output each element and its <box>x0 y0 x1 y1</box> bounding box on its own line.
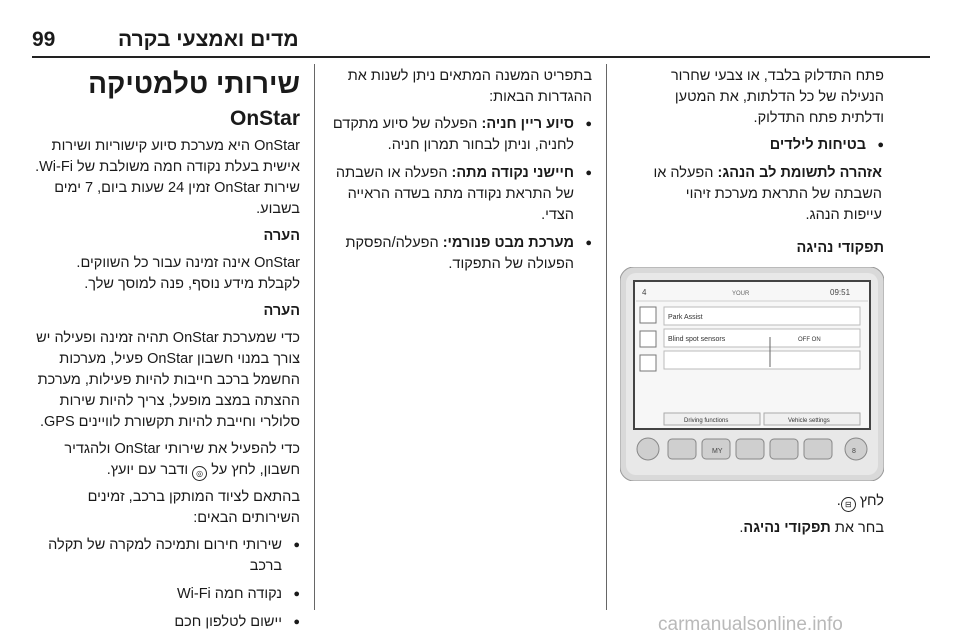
header-rule <box>32 56 930 58</box>
note-heading: הערה <box>263 303 300 319</box>
list-item: ● שירותי חירום ותמיכה למקרה של תקלה ברכב <box>32 535 282 577</box>
middle-column <box>330 66 592 282</box>
status-time: 09:51 <box>830 288 851 297</box>
tab-driving-functions: Driving functions <box>684 418 729 424</box>
section-title: שירותי טלמטיקה <box>88 68 300 99</box>
press-instruction: לחץ ⊟. <box>622 491 884 512</box>
middle-intro: בתפריט המשנה המתאים ניתן לשנות את ההגדרות הבאות: <box>347 68 592 105</box>
figure-number: 8 <box>852 448 856 455</box>
screen-illustration <box>620 267 884 481</box>
list-item: ● סיוע ריין חניה: הפעלה של סיוע מתקדם לחניה, וניתן לבחור תמרון חניה. <box>330 114 574 156</box>
row-park-assist: Park Assist <box>668 314 703 321</box>
list-item: ● מערכת מבט פנורמי: הפעלה/הפסקת הפעולה של התפקוד. <box>330 233 574 275</box>
settings-key-icon: ⊟ <box>841 497 856 512</box>
home-icon <box>640 331 656 347</box>
status-mid: YOUR <box>732 291 750 297</box>
page-number: 99 <box>32 28 56 51</box>
left-column <box>32 66 300 640</box>
tab-vehicle-settings: Vehicle settings <box>788 418 830 424</box>
column-divider-right <box>606 64 607 610</box>
list-item: ● חיישני נקודה מתה: הפעלה או השבתה של התראת נקודה מתה בשדה הראייה הצדי. <box>330 163 574 226</box>
back-icon <box>640 307 656 323</box>
services-intro: בהתאם לציוד המותקן ברכב, זמינים השירותים הבאים: <box>87 489 300 526</box>
note-requirements: כדי שמערכת OnStar תהיה זמינה ופעילה יש צורך במנוי חשבון OnStar פעיל, מערכות החשמל ברכב חייבות להיות פעילות, מערכת ההצתה במצב מופעל, צריך להיות שירות סלולרי וחייבת להיות תקשורת לוויינים GPS. <box>36 330 300 430</box>
onstar-intro: OnStar היא מערכת סיוע קישוריות ושירות אישית בעלת נקודה חמה משולבת של Wi-Fi. שירות OnStar זמין 24 שעות ביום, 7 ימים בשבוע. <box>35 138 300 217</box>
status-left: 4 <box>642 288 647 297</box>
infotainment-screen-figure <box>620 267 884 481</box>
list-item: ● בטיחות לילדים <box>622 135 866 156</box>
watermark: carmanualsonline.info <box>658 614 843 635</box>
toggle-off-on: OFF ON <box>798 337 821 343</box>
running-title: מדים ואמצעי בקרה <box>118 28 299 51</box>
page-header <box>0 0 960 60</box>
activate-paragraph: כדי להפעיל את שירותי OnStar ולהגדיר חשבון, לחץ על ◎ ודבר עם יועץ. <box>32 439 300 481</box>
right-column <box>622 66 884 545</box>
onstar-heading: OnStar <box>229 107 300 130</box>
right-intro: פתח התדלוק בלבד, או צבעי שחרור הנעילה של כל הדלתות, את המטען ודלתית פתח התדלוק. <box>670 68 884 126</box>
list-item: ● נקודה חמה Wi-Fi <box>32 584 282 605</box>
row-blind-spot: Blind spot sensors <box>668 336 726 343</box>
settings-list <box>330 114 592 275</box>
select-instruction: בחר את תפקודי נהיגה. <box>739 520 884 536</box>
note-availability: OnStar אינה זמינה עבור כל השווקים. לקבלת מידע נוסף, פנה למוסך שלך. <box>76 255 300 292</box>
hard-key-my: MY <box>712 448 723 455</box>
warning-paragraph: אזהרה לתשומת לב הנהג: הפעלה או השבתה של התראת מערכת זיהוי עייפות הנהג. <box>653 165 882 223</box>
menu-icon <box>640 355 656 371</box>
onstar-button-icon: ◎ <box>192 466 207 481</box>
column-divider-left <box>314 64 315 610</box>
services-list <box>32 535 300 633</box>
note-heading: הערה <box>263 228 300 244</box>
right-bullets <box>622 135 884 156</box>
driving-functions-heading: תפקודי נהיגה <box>796 240 884 256</box>
list-item: ● יישום לטלפון חכם <box>32 612 282 633</box>
